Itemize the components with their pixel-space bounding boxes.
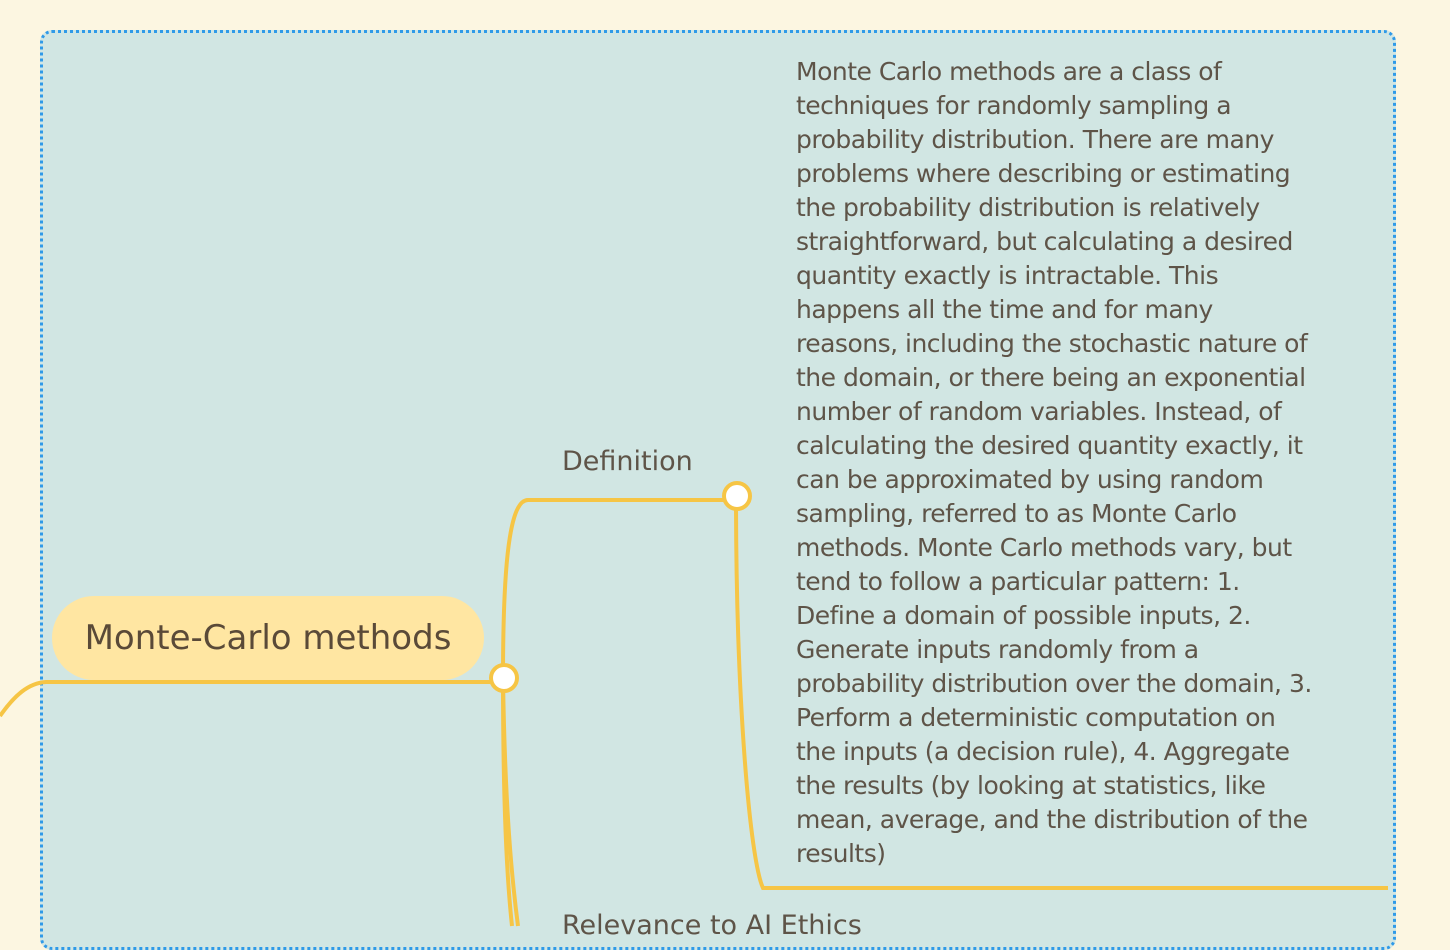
definition-note[interactable]: Monte Carlo methods are a class of techniques for randomly sampling a probability distribution. There are many problems where describing or estimating the probability distribution is relatively straightforward, but calculating a desired quantity exactly is intractable. This happens all the time and for many reasons, including the stochastic nature of the domain, or there being an exponential number of random variables. Instead, of calculating the desired quantity exactly, it can be approximated by using random sampling, referred to as Monte Carlo methods. Monte Carlo methods vary, but tend to follow a particular pattern: 1. Define a domain of possible inputs, 2. Generate inputs randomly from a probability distribution over the domain, 3. Perform a deterministic computation on the inputs (a decision rule), 4. Aggregate the results (by looking at statistics, like mean, average, and the distribution of the results) [796, 57, 1312, 868]
subtopic-relevance-to-ai-ethics[interactable]: Relevance to AI Ethics [562, 910, 862, 941]
subtopic-definition[interactable]: Definition [562, 446, 693, 477]
root-collapse-handle[interactable] [491, 665, 517, 691]
root-topic[interactable]: Monte-Carlo methods [52, 596, 484, 680]
parent-connector [0, 682, 490, 716]
definition-connector [503, 500, 724, 678]
definition-collapse-handle[interactable] [724, 483, 750, 509]
